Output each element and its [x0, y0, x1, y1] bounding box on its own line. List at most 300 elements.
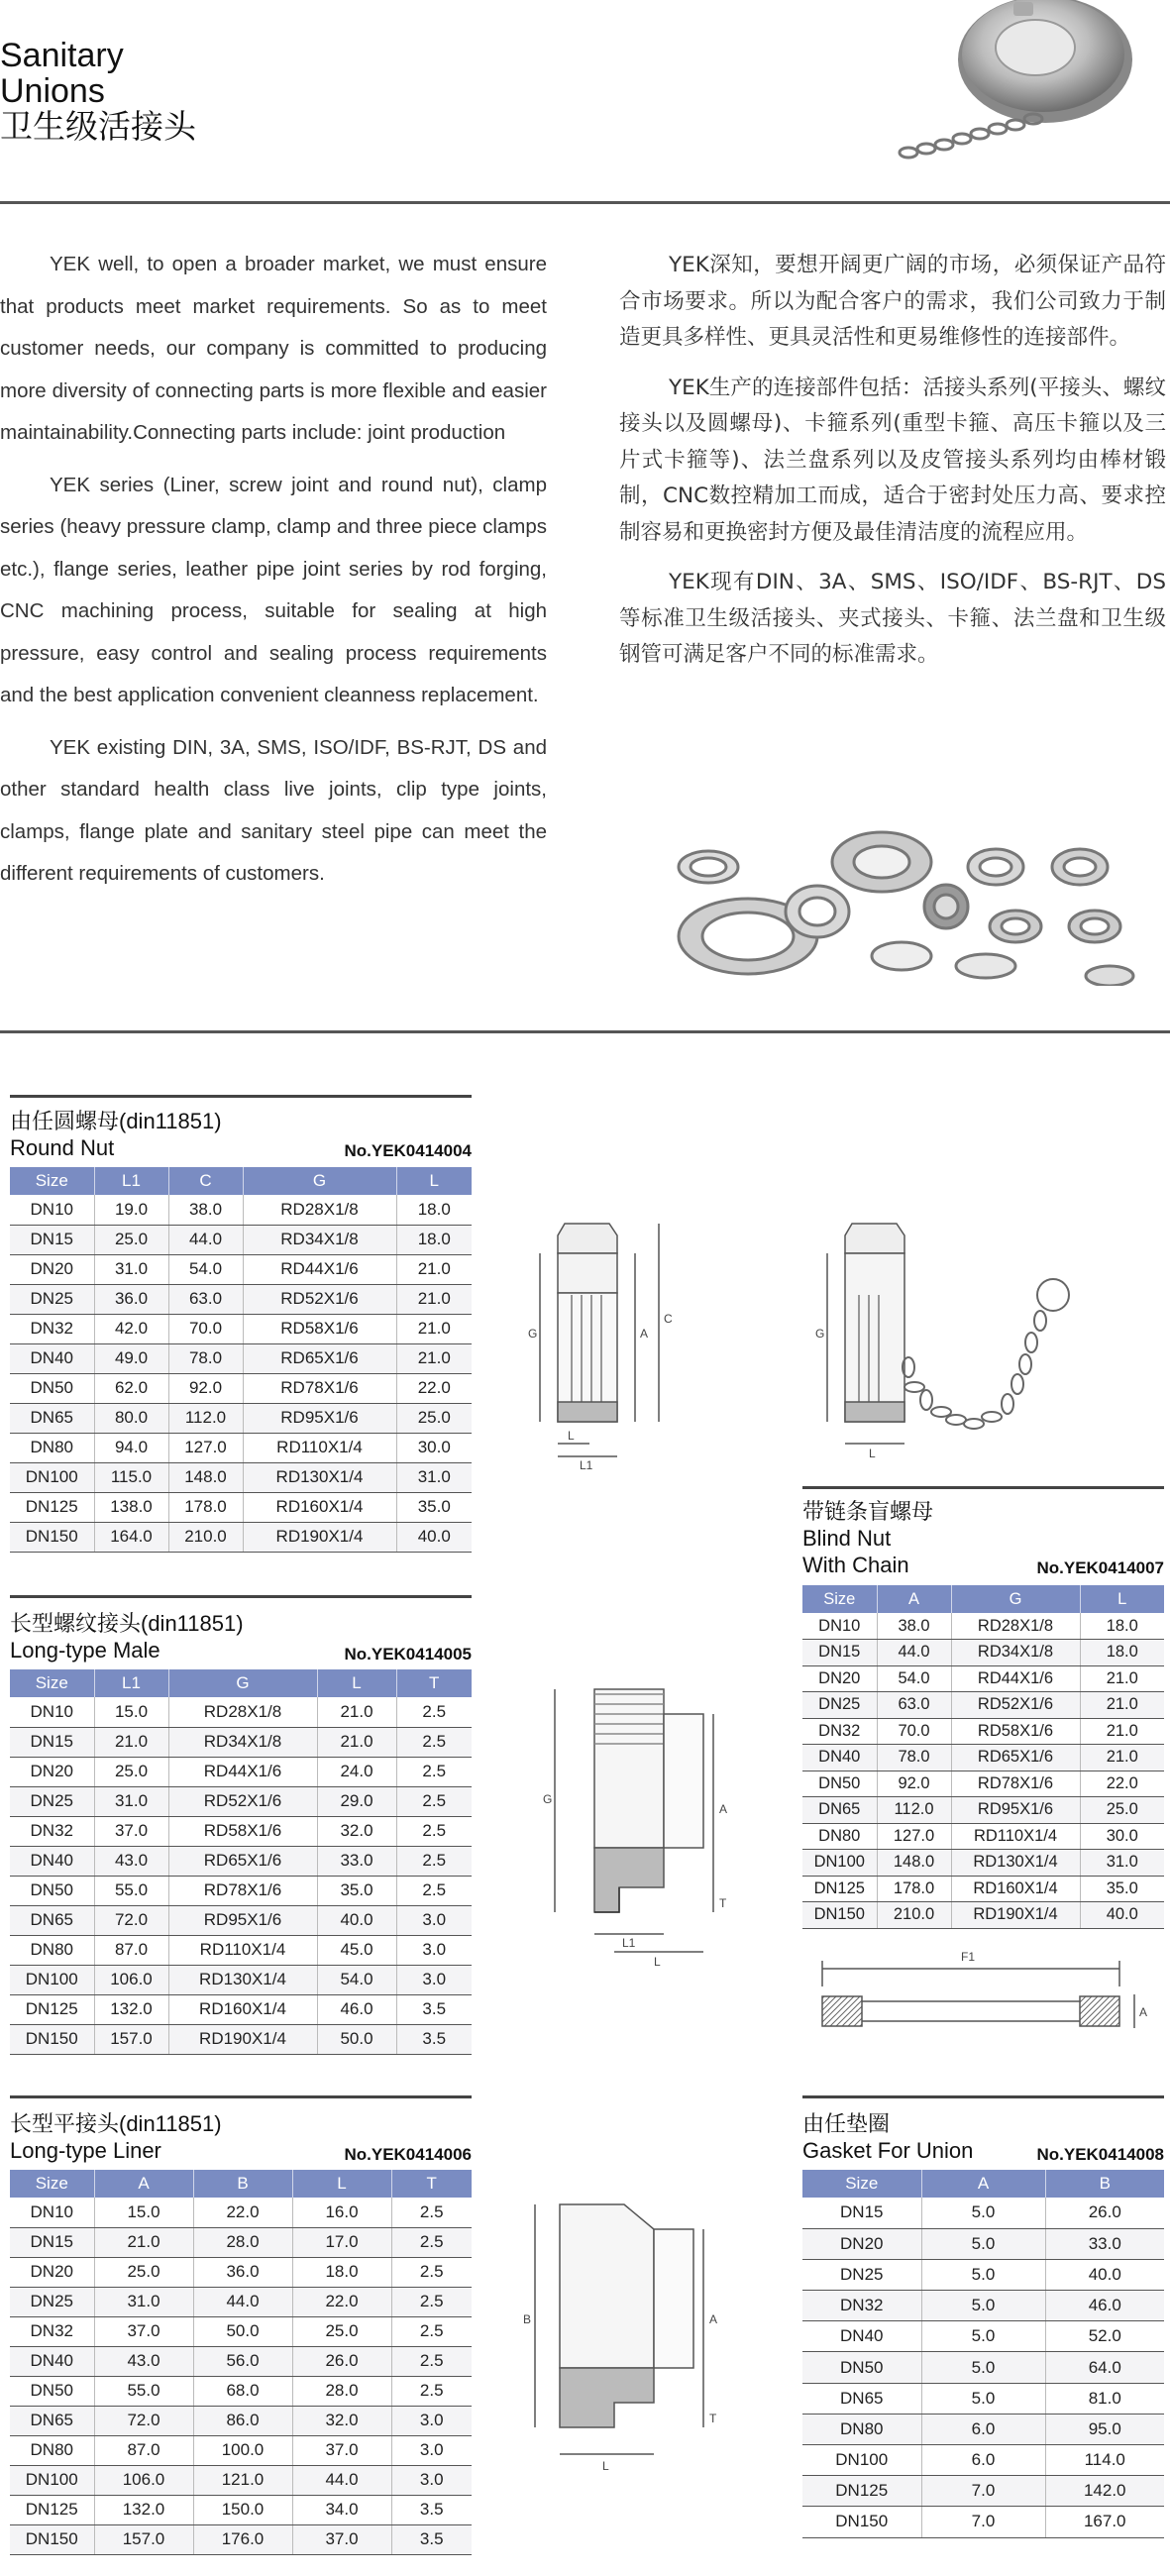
long-male-title-en: Long-type Male	[10, 1638, 160, 1663]
table-cell: 50.0	[193, 2316, 292, 2346]
round-nut-title-zh: 由任圆螺母(din11851)	[10, 1109, 222, 1133]
table-cell: 21.0	[396, 1254, 472, 1284]
table-row	[10, 1786, 472, 1816]
table-cell: 24.0	[317, 1757, 396, 1786]
intro-zh-paragraph-2: YEK生产的连接部件包括：活接头系列(平接头、螺纹接头以及圆螺母)、卡箍系列(重型卡箍、高压卡箍以及三片式卡箍等)、法兰盘系列以及皮管接头系列均由棒材锻制，CNC数控精加工而成，适合于密封处压力高、要求控制容易和更换密封方便及最佳清洁度的流程应用。	[619, 375, 1166, 545]
blind-nut-title-en-1: Blind Nut	[802, 1526, 892, 1551]
blind-nut-drawing	[798, 1214, 1164, 1481]
table-cell: RD58X1/6	[243, 1314, 396, 1343]
gasket-drawing	[802, 1947, 1164, 2061]
table-cell: RD44X1/6	[168, 1757, 317, 1786]
table-row	[10, 1876, 472, 1905]
table-cell: RD65X1/6	[168, 1846, 317, 1876]
table-cell: 21.0	[317, 1697, 396, 1727]
table-cell: 26.0	[1045, 2198, 1164, 2228]
table-cell: 38.0	[877, 1613, 951, 1640]
table-row	[802, 2321, 1164, 2352]
table-cell: 63.0	[877, 1692, 951, 1719]
table-cell: 21.0	[1080, 1665, 1164, 1692]
table-cell: DN50	[10, 1876, 94, 1905]
table-row	[802, 2198, 1164, 2228]
table-cell: DN32	[10, 1314, 94, 1343]
table-row	[10, 1905, 472, 1935]
table-cell: DN25	[802, 1692, 877, 1719]
table-cell: DN50	[802, 2352, 921, 2383]
table-row	[802, 2507, 1164, 2537]
round-nut-table	[10, 1167, 472, 1553]
table-cell: 21.0	[94, 1727, 168, 1757]
table-cell: 30.0	[1080, 1823, 1164, 1850]
long-male-header-cell: T	[396, 1669, 472, 1697]
table-cell: 54.0	[877, 1665, 951, 1692]
long-liner-header-cell: T	[391, 2170, 472, 2198]
blind-nut-header-cell: L	[1080, 1585, 1164, 1613]
long-liner-title-en: Long-type Liner	[10, 2138, 161, 2163]
table-row	[10, 1462, 472, 1492]
long-male-title-zh: 长型螺纹接头(din11851)	[10, 1611, 244, 1636]
table-cell: DN50	[10, 2376, 94, 2406]
round-nut-header-cell: L	[396, 1167, 472, 1195]
title-line-2: Unions	[0, 72, 105, 110]
table-row	[802, 1771, 1164, 1797]
table-cell: 46.0	[317, 1994, 396, 2024]
table-cell: 31.0	[1080, 1850, 1164, 1877]
long-male-dim-t: T	[719, 1896, 727, 1910]
table-cell: 40.0	[396, 1522, 472, 1552]
table-row	[10, 1522, 472, 1552]
round-nut-header-cell: L1	[94, 1167, 168, 1195]
table-row	[10, 1994, 472, 2024]
table-cell: DN15	[10, 1727, 94, 1757]
table-cell: 72.0	[94, 2406, 193, 2435]
table-cell: 32.0	[292, 2406, 391, 2435]
table-cell: 46.0	[1045, 2291, 1164, 2321]
table-cell: 142.0	[1045, 2476, 1164, 2507]
table-cell: 7.0	[921, 2507, 1045, 2537]
round-nut-dim-l1: L1	[580, 1458, 593, 1472]
table-cell: 22.0	[1080, 1771, 1164, 1797]
long-male-code: No.YEK0414005	[344, 1645, 472, 1664]
table-cell: 34.0	[292, 2495, 391, 2524]
long-male-header-cell: L	[317, 1669, 396, 1697]
table-cell: DN20	[802, 2228, 921, 2259]
table-cell: 210.0	[877, 1902, 951, 1929]
table-row	[10, 2406, 472, 2435]
long-male-header-cell: G	[168, 1669, 317, 1697]
table-cell: DN150	[10, 2024, 94, 2054]
table-cell: 29.0	[317, 1786, 396, 1816]
table-cell: RD78X1/6	[243, 1373, 396, 1403]
table-cell: 3.5	[391, 2495, 472, 2524]
table-cell: 112.0	[168, 1403, 243, 1433]
table-row	[802, 2414, 1164, 2444]
table-cell: RD34X1/8	[168, 1727, 317, 1757]
table-cell: RD78X1/6	[951, 1771, 1080, 1797]
table-cell: DN150	[10, 1522, 94, 1552]
table-cell: DN25	[802, 2259, 921, 2290]
table-cell: 21.0	[317, 1727, 396, 1757]
table-row	[10, 1816, 472, 1846]
table-cell: 21.0	[396, 1343, 472, 1373]
table-cell: DN10	[10, 1195, 94, 1225]
table-cell: 44.0	[168, 1225, 243, 1254]
table-row	[10, 2465, 472, 2495]
table-cell: 3.0	[391, 2406, 472, 2435]
table-cell: DN20	[10, 2257, 94, 2287]
table-cell: 2.5	[396, 1876, 472, 1905]
table-cell: 56.0	[193, 2346, 292, 2376]
table-cell: 2.5	[391, 2227, 472, 2257]
table-cell: 25.0	[94, 2257, 193, 2287]
table-cell: 25.0	[292, 2316, 391, 2346]
table-cell: RD160X1/4	[168, 1994, 317, 2024]
table-cell: 80.0	[94, 1403, 168, 1433]
table-cell: 37.0	[94, 1816, 168, 1846]
table-cell: RD160X1/4	[243, 1492, 396, 1522]
table-row	[10, 1846, 472, 1876]
long-male-dim-a: A	[719, 1802, 728, 1816]
table-cell: DN100	[10, 2465, 94, 2495]
table-cell: 87.0	[94, 2435, 193, 2465]
table-cell: DN100	[802, 1850, 877, 1877]
table-row	[10, 1343, 472, 1373]
table-cell: RD44X1/6	[951, 1665, 1080, 1692]
table-row	[10, 1433, 472, 1462]
table-cell: 22.0	[396, 1373, 472, 1403]
table-cell: 94.0	[94, 1433, 168, 1462]
gasket-header-cell: B	[1045, 2170, 1164, 2198]
table-cell: 121.0	[193, 2465, 292, 2495]
table-cell: 28.0	[193, 2227, 292, 2257]
table-cell: DN100	[10, 1462, 94, 1492]
table-cell: RD190X1/4	[243, 1522, 396, 1552]
table-cell: DN125	[802, 1876, 877, 1902]
table-cell: 148.0	[877, 1850, 951, 1877]
round-nut-rule	[10, 1095, 472, 1098]
round-nut-header-cell: C	[168, 1167, 243, 1195]
table-cell: 18.0	[1080, 1640, 1164, 1666]
table-cell: 6.0	[921, 2445, 1045, 2476]
table-cell: 132.0	[94, 1994, 168, 2024]
table-cell: 106.0	[94, 1965, 168, 1994]
table-row	[10, 1492, 472, 1522]
table-cell: 40.0	[317, 1905, 396, 1935]
table-cell: 55.0	[94, 1876, 168, 1905]
table-cell: 25.0	[396, 1403, 472, 1433]
blind-nut-header-cell: G	[951, 1585, 1080, 1613]
table-cell: 5.0	[921, 2198, 1045, 2228]
table-cell: 50.0	[317, 2024, 396, 2054]
table-cell: 33.0	[1045, 2228, 1164, 2259]
table-cell: DN32	[802, 1718, 877, 1745]
table-cell: 31.0	[94, 2287, 193, 2316]
table-cell: 35.0	[1080, 1876, 1164, 1902]
table-row	[802, 2383, 1164, 2414]
round-nut-title-en: Round Nut	[10, 1135, 115, 1160]
table-cell: 2.5	[396, 1786, 472, 1816]
table-cell: 112.0	[877, 1797, 951, 1824]
table-row	[10, 2524, 472, 2554]
table-cell: DN40	[10, 1343, 94, 1373]
table-cell: 5.0	[921, 2259, 1045, 2290]
table-cell: 2.5	[391, 2346, 472, 2376]
table-row	[10, 1965, 472, 1994]
table-row	[10, 1195, 472, 1225]
table-cell: 178.0	[168, 1492, 243, 1522]
round-nut-header-cell: Size	[10, 1167, 94, 1195]
table-cell: 210.0	[168, 1522, 243, 1552]
table-cell: RD52X1/6	[243, 1284, 396, 1314]
table-cell: DN80	[10, 2435, 94, 2465]
round-nut-dim-l: L	[568, 1429, 575, 1443]
gasket-header-cell: Size	[802, 2170, 921, 2198]
table-cell: RD34X1/8	[951, 1640, 1080, 1666]
table-cell: RD110X1/4	[243, 1433, 396, 1462]
gasket-header-cell: A	[921, 2170, 1045, 2198]
table-cell: 3.0	[396, 1905, 472, 1935]
table-cell: RD34X1/8	[243, 1225, 396, 1254]
table-cell: RD58X1/6	[951, 1718, 1080, 1745]
table-cell: RD160X1/4	[951, 1876, 1080, 1902]
table-cell: RD130X1/4	[168, 1965, 317, 1994]
table-cell: 38.0	[168, 1195, 243, 1225]
round-nut-drawing	[510, 1214, 693, 1481]
table-cell: 31.0	[94, 1254, 168, 1284]
table-row	[802, 1823, 1164, 1850]
page-title	[0, 38, 196, 145]
table-row	[10, 1254, 472, 1284]
table-cell: DN65	[10, 2406, 94, 2435]
table-cell: DN125	[10, 1994, 94, 2024]
table-cell: 3.5	[391, 2524, 472, 2554]
table-cell: 2.5	[396, 1846, 472, 1876]
table-cell: 3.5	[396, 1994, 472, 2024]
table-cell: DN65	[802, 1797, 877, 1824]
table-cell: 167.0	[1045, 2507, 1164, 2537]
table-cell: DN32	[10, 2316, 94, 2346]
long-male-header-cell: L1	[94, 1669, 168, 1697]
long-male-dim-l1: L1	[622, 1936, 636, 1950]
table-cell: 115.0	[94, 1462, 168, 1492]
table-cell: DN65	[10, 1403, 94, 1433]
table-cell: 22.0	[292, 2287, 391, 2316]
table-row	[802, 2291, 1164, 2321]
table-cell: DN80	[802, 2414, 921, 2444]
table-row	[802, 2476, 1164, 2507]
long-liner-dim-a: A	[709, 2312, 718, 2326]
table-cell: DN32	[10, 1816, 94, 1846]
table-cell: 87.0	[94, 1935, 168, 1965]
table-cell: 33.0	[317, 1846, 396, 1876]
table-cell: 37.0	[94, 2316, 193, 2346]
table-cell: 25.0	[94, 1757, 168, 1786]
table-cell: RD95X1/6	[168, 1905, 317, 1935]
intro-english	[0, 244, 547, 896]
table-cell: 25.0	[94, 1225, 168, 1254]
blind-nut-table	[802, 1585, 1164, 1929]
blind-nut-title-en-2: With Chain	[802, 1553, 909, 1577]
table-cell: 86.0	[193, 2406, 292, 2435]
table-cell: 2.5	[391, 2198, 472, 2227]
table-cell: RD44X1/6	[243, 1254, 396, 1284]
table-cell: 18.0	[292, 2257, 391, 2287]
table-cell: DN10	[802, 1613, 877, 1640]
table-cell: DN10	[10, 2198, 94, 2227]
table-cell: 100.0	[193, 2435, 292, 2465]
table-row	[10, 2287, 472, 2316]
table-cell: 15.0	[94, 2198, 193, 2227]
table-cell: DN15	[802, 2198, 921, 2228]
table-cell: 157.0	[94, 2024, 168, 2054]
table-row	[10, 1403, 472, 1433]
table-cell: DN20	[802, 1665, 877, 1692]
table-cell: 21.0	[1080, 1745, 1164, 1771]
table-cell: 5.0	[921, 2228, 1045, 2259]
table-cell: DN10	[10, 1697, 94, 1727]
table-cell: 5.0	[921, 2383, 1045, 2414]
table-cell: DN15	[10, 2227, 94, 2257]
table-row	[10, 2198, 472, 2227]
table-cell: 62.0	[94, 1373, 168, 1403]
table-cell: RD95X1/6	[243, 1403, 396, 1433]
long-liner-title-zh: 长型平接头(din11851)	[10, 2111, 222, 2136]
table-cell: 28.0	[292, 2376, 391, 2406]
table-row	[10, 2346, 472, 2376]
round-nut-code: No.YEK0414004	[344, 1141, 472, 1160]
table-cell: DN100	[802, 2445, 921, 2476]
table-cell: 64.0	[1045, 2352, 1164, 2383]
table-cell: DN50	[10, 1373, 94, 1403]
table-cell: 5.0	[921, 2352, 1045, 2383]
table-row	[10, 1314, 472, 1343]
table-cell: DN150	[802, 1902, 877, 1929]
round-nut-dim-g: G	[528, 1327, 538, 1341]
table-row	[802, 2259, 1164, 2290]
table-cell: 30.0	[396, 1433, 472, 1462]
table-cell: 40.0	[1045, 2259, 1164, 2290]
table-cell: RD52X1/6	[168, 1786, 317, 1816]
table-cell: 63.0	[168, 1284, 243, 1314]
table-cell: 21.0	[1080, 1692, 1164, 1719]
table-cell: 2.5	[391, 2316, 472, 2346]
cap-with-chain-photo	[897, 0, 1170, 168]
long-liner-table	[10, 2170, 472, 2555]
table-cell: 6.0	[921, 2414, 1045, 2444]
table-cell: 19.0	[94, 1195, 168, 1225]
table-cell: 95.0	[1045, 2414, 1164, 2444]
table-cell: RD95X1/6	[951, 1797, 1080, 1824]
table-cell: 3.5	[396, 2024, 472, 2054]
table-cell: DN80	[10, 1433, 94, 1462]
intro-en-paragraph-3: YEK existing DIN, 3A, SMS, ISO/IDF, BS-RJT, DS and other standard health class live joints, clip type joints, clamps, flange plate and sanitary steel pipe can meet the different requirements of customers.	[0, 735, 547, 885]
table-cell: 81.0	[1045, 2383, 1164, 2414]
long-liner-code: No.YEK0414006	[344, 2145, 472, 2164]
table-cell: DN15	[10, 1225, 94, 1254]
table-cell: RD190X1/4	[168, 2024, 317, 2054]
table-cell: DN80	[10, 1935, 94, 1965]
table-row	[802, 2445, 1164, 2476]
gasket-rule	[802, 2095, 1164, 2098]
table-cell: 2.5	[396, 1697, 472, 1727]
title-line-3: 卫生级活接头	[0, 107, 196, 146]
table-row	[802, 1692, 1164, 1719]
table-cell: 2.5	[391, 2376, 472, 2406]
table-cell: RD65X1/6	[243, 1343, 396, 1373]
table-cell: 25.0	[1080, 1797, 1164, 1824]
blind-nut-dim-l: L	[869, 1447, 876, 1460]
table-cell: 2.5	[396, 1727, 472, 1757]
table-cell: 157.0	[94, 2524, 193, 2554]
round-nut-header-cell: G	[243, 1167, 396, 1195]
table-row	[802, 1613, 1164, 1640]
table-cell: 37.0	[292, 2435, 391, 2465]
blind-nut-header-cell: A	[877, 1585, 951, 1613]
table-cell: DN125	[10, 2495, 94, 2524]
table-cell: 2.5	[391, 2287, 472, 2316]
table-cell: DN40	[10, 1846, 94, 1876]
table-row	[10, 2495, 472, 2524]
table-cell: RD28X1/8	[951, 1613, 1080, 1640]
long-liner-dim-t: T	[709, 2412, 717, 2425]
long-liner-header-cell: Size	[10, 2170, 94, 2198]
gasket-table	[802, 2170, 1164, 2538]
table-row	[10, 2257, 472, 2287]
table-row	[802, 1665, 1164, 1692]
table-cell: 3.0	[396, 1965, 472, 1994]
blind-nut-header-cell: Size	[802, 1585, 877, 1613]
table-cell: DN25	[10, 1284, 94, 1314]
table-row	[10, 1373, 472, 1403]
table-cell: DN125	[10, 1492, 94, 1522]
table-row	[802, 1902, 1164, 1929]
table-cell: RD190X1/4	[951, 1902, 1080, 1929]
table-cell: 43.0	[94, 1846, 168, 1876]
table-row	[10, 1284, 472, 1314]
table-cell: 21.0	[1080, 1718, 1164, 1745]
table-cell: RD110X1/4	[951, 1823, 1080, 1850]
long-liner-header-cell: B	[193, 2170, 292, 2198]
gasket-code: No.YEK0414008	[1036, 2145, 1164, 2164]
table-cell: DN150	[10, 2524, 94, 2554]
long-male-header-cell: Size	[10, 1669, 94, 1697]
table-cell: 36.0	[94, 1284, 168, 1314]
long-male-table	[10, 1669, 472, 2055]
table-cell: 54.0	[168, 1254, 243, 1284]
table-cell: 21.0	[94, 2227, 193, 2257]
long-male-rule	[10, 1595, 472, 1598]
table-cell: 3.0	[391, 2435, 472, 2465]
table-cell: 40.0	[1080, 1902, 1164, 1929]
table-cell: 92.0	[877, 1771, 951, 1797]
table-cell: DN65	[802, 2383, 921, 2414]
table-row	[10, 2227, 472, 2257]
table-cell: 78.0	[168, 1343, 243, 1373]
table-row	[10, 1935, 472, 1965]
table-row	[10, 1757, 472, 1786]
table-cell: 70.0	[168, 1314, 243, 1343]
table-cell: DN50	[802, 1771, 877, 1797]
table-cell: 150.0	[193, 2495, 292, 2524]
table-cell: DN150	[802, 2507, 921, 2537]
table-cell: 5.0	[921, 2321, 1045, 2352]
table-row	[802, 1745, 1164, 1771]
table-cell: 44.0	[292, 2465, 391, 2495]
gasket-dim-a: A	[1139, 2005, 1148, 2019]
table-row	[802, 1876, 1164, 1902]
table-cell: DN80	[802, 1823, 877, 1850]
table-cell: 16.0	[292, 2198, 391, 2227]
table-cell: RD52X1/6	[951, 1692, 1080, 1719]
